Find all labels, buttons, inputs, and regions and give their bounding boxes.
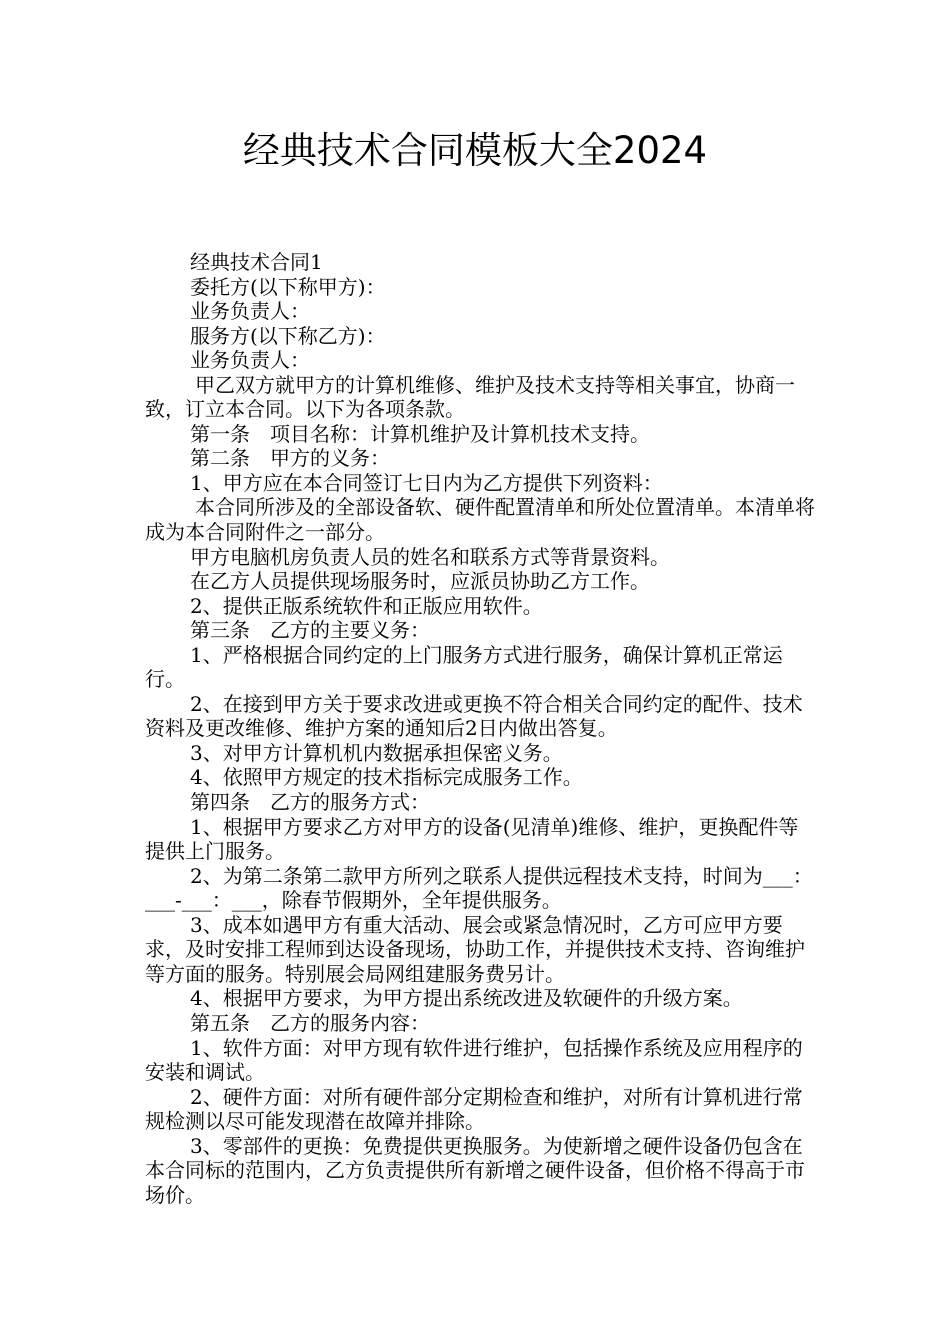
document-title: 经典技术合同模板大全2024 xyxy=(242,129,708,172)
paragraph: 甲方电脑机房负责人员的姓名和联系方式等背景资料。 xyxy=(190,544,670,569)
paragraph: 2、硬件方面：对所有硬件部分定期检查和维护，对所有计算机进行常规检测以尽可能发现潜在故障并排除。 xyxy=(145,1084,803,1134)
paragraph: 业务负责人： xyxy=(190,299,310,324)
paragraph: 3、成本如遇甲方有重大活动、展会或紧急情况时，乙方可应甲方要求，及时安排工程师到达设备现场，协助工作，并提供技术支持、咨询维护等方面的服务。特别展会局网组建服务费另计。 xyxy=(145,912,805,986)
paragraph: 第四条 乙方的服务方式： xyxy=(190,790,430,815)
paragraph: 1、严格根据合同约定的上门服务方式进行服务，确保计算机正常运行。 xyxy=(145,642,783,692)
paragraph: 经典技术合同1 xyxy=(190,250,323,274)
paragraph: 1、软件方面：对甲方现有软件进行维护，包括操作系统及应用程序的安装和调试。 xyxy=(145,1035,803,1085)
paragraph: 委托方(以下称甲方)： xyxy=(190,274,386,299)
paragraph: 4、根据甲方要求，为甲方提出系统改进及软硬件的升级方案。 xyxy=(190,986,743,1011)
paragraph: 1、甲方应在本合同签订七日内为乙方提供下列资料： xyxy=(190,470,663,495)
paragraph: 第一条 项目名称：计算机维护及计算机技术支持。 xyxy=(190,421,650,446)
paragraph: 2、在接到甲方关于要求改进或更换不符合相关合同约定的配件、技术资料及更改维修、维护方案的通知后2日内做出答复。 xyxy=(145,691,803,741)
paragraph: 1、根据甲方要求乙方对甲方的设备(见清单)维修、维护，更换配件等提供上门服务。 xyxy=(145,814,799,864)
paragraph: 第三条 乙方的主要义务： xyxy=(190,618,430,643)
paragraph: 2、为第二条第二款甲方所列之联系人提供远程技术支持，时间为___：___-___：___，除春节假期外，全年提供服务。 xyxy=(145,863,813,913)
paragraph: 2、提供正版系统软件和正版应用软件。 xyxy=(190,593,543,618)
paragraph: 4、依照甲方规定的技术指标完成服务工作。 xyxy=(190,765,583,790)
paragraph: 本合同所涉及的全部设备软、硬件配置清单和所处位置清单。本清单将成为本合同附件之一部分。 xyxy=(145,495,815,545)
document-body xyxy=(145,250,815,1207)
paragraph: 第二条 甲方的义务： xyxy=(190,446,390,471)
paragraph: 在乙方人员提供现场服务时，应派员协助乙方工作。 xyxy=(190,569,650,594)
paragraph: 业务负责人： xyxy=(190,348,310,373)
paragraph: 服务方(以下称乙方)： xyxy=(190,323,386,348)
paragraph: 甲乙双方就甲方的计算机维修、维护及技术支持等相关事宜，协商一致，订立本合同。以下为各项条款。 xyxy=(145,372,795,422)
paragraph: 3、对甲方计算机机内数据承担保密义务。 xyxy=(190,740,563,765)
paragraph: 第五条 乙方的服务内容： xyxy=(190,1010,430,1035)
paragraph: 3、零部件的更换：免费提供更换服务。为使新增之硬件设备仍包含在本合同标的范围内，乙方负责提供所有新增之硬件设备，但价格不得高于市场价。 xyxy=(145,1133,805,1207)
